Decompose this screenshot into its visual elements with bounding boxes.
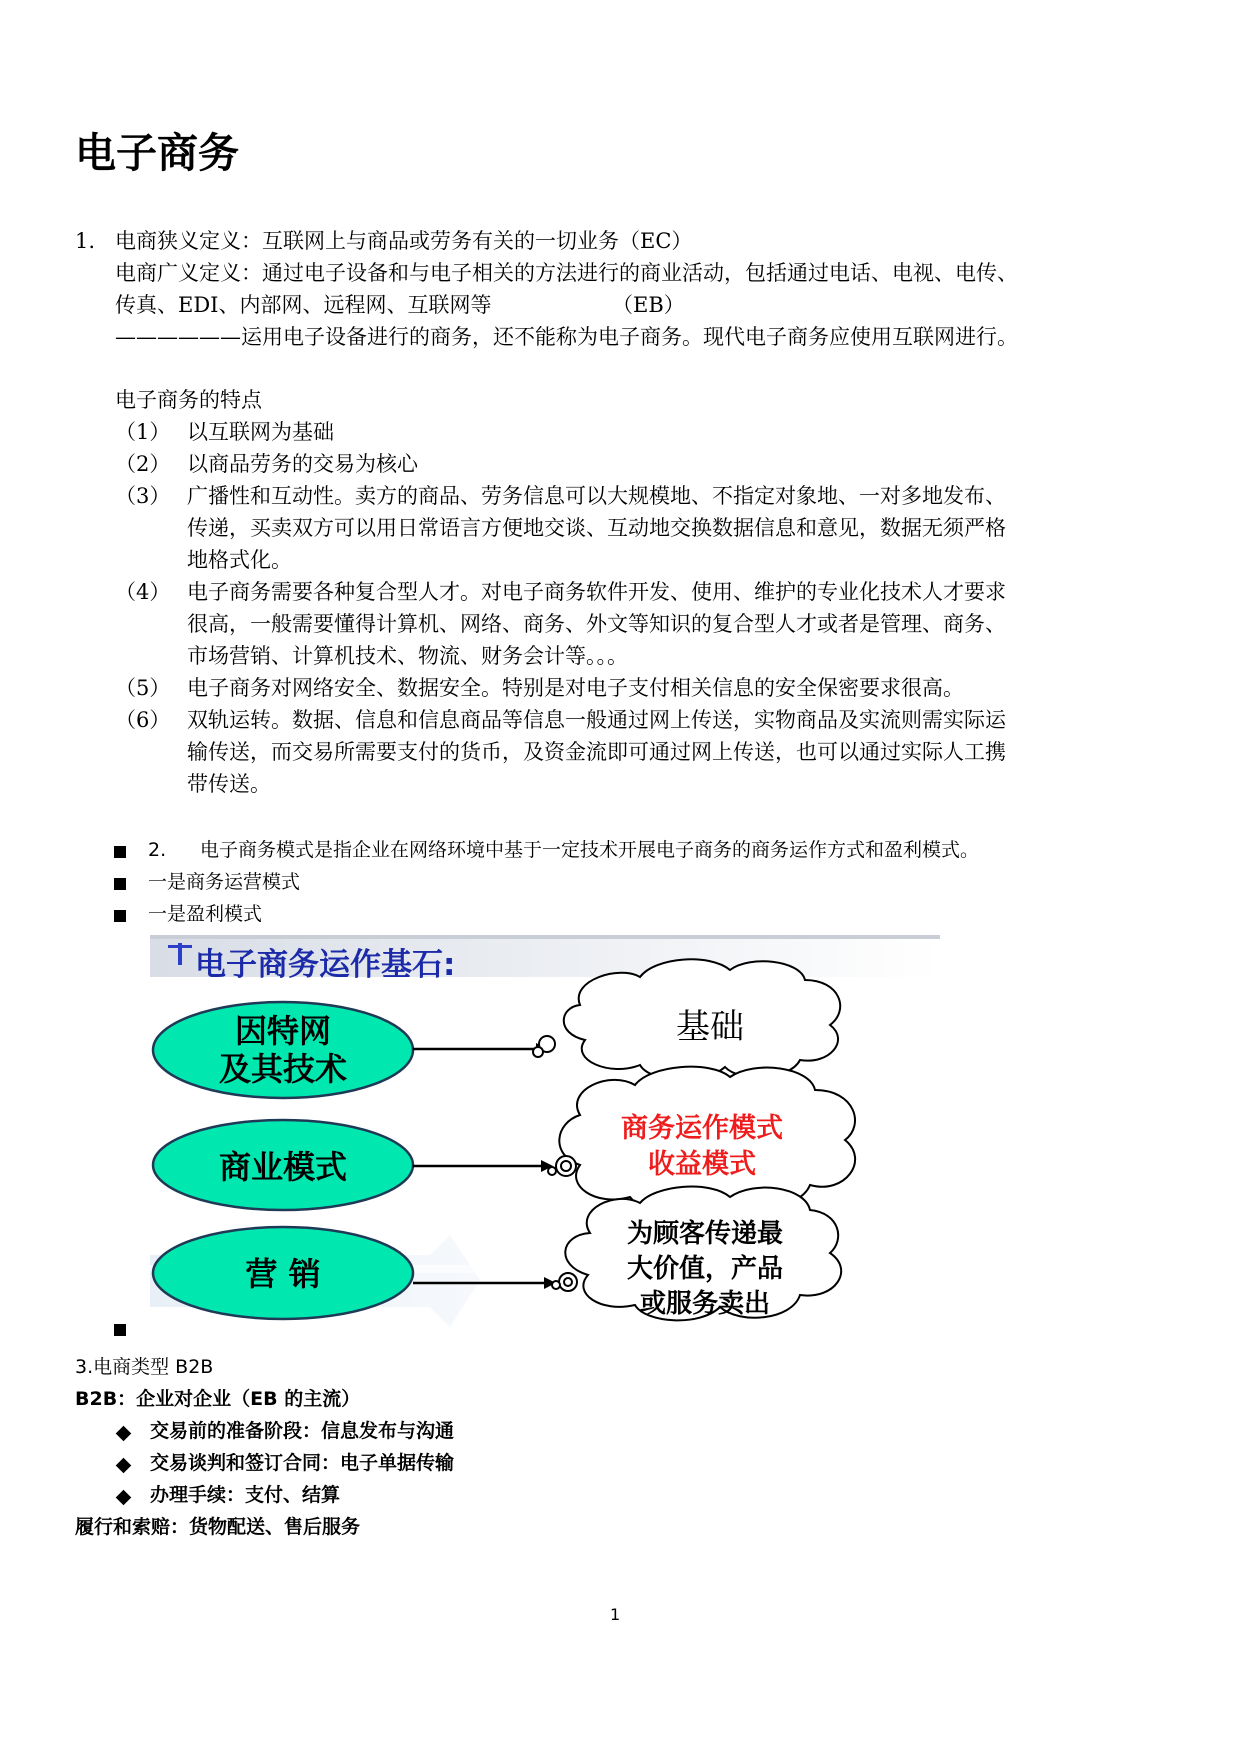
- square-bullet-icon: [114, 875, 126, 894]
- feature-text-line: 传递，买卖双方可以用日常语言方便地交谈、互动地交换数据信息和意见，数据无须严格: [187, 516, 1006, 540]
- ellipse-business-model: [153, 1120, 413, 1210]
- section2-number: 2.: [148, 839, 167, 861]
- list-number-1: 1.: [75, 229, 96, 253]
- feature-text-line: 以商品劳务的交易为核心: [187, 452, 418, 476]
- cloud-2-line2: 收益模式: [648, 1149, 756, 1180]
- diamond-bullet-icon: [118, 1456, 129, 1475]
- narrow-definition: 电商狭义定义：互联网上与商品或劳务有关的一切业务（EC）: [115, 229, 693, 253]
- feature-text-line: 带传送。: [187, 772, 271, 796]
- ellipse-1-line1: 因特网: [234, 1012, 332, 1050]
- section3-heading: 3.电商类型 B2B: [75, 1356, 214, 1378]
- broad-definition-line1: 电商广义定义：通过电子设备和与电子相关的方法进行的商业活动，包括通过电话、电视、电传、: [115, 261, 1018, 285]
- fulfillment-claims: 履行和索赔：货物配送、售后服务: [75, 1516, 361, 1538]
- square-bullet-icon: [114, 907, 126, 926]
- feature-text-line: 市场营销、计算机技术、物流、财务会计等。。。: [187, 644, 628, 668]
- feature-number: （3）: [115, 484, 171, 508]
- feature-text-line: 地格式化。: [187, 548, 292, 572]
- diamond-bullet-icon: [118, 1488, 129, 1507]
- feature-text-line: 很高，一般需要懂得计算机、网络、商务、外文等知识的复合型人才或者是管理、商务、: [187, 612, 1006, 636]
- features-heading: 电子商务的特点: [115, 388, 262, 412]
- feature-number: （2）: [115, 452, 171, 476]
- feature-number: （5）: [115, 676, 171, 700]
- feature-text-line: 电子商务需要各种复合型人才。对电子商务软件开发、使用、维护的专业化技术人才要求: [187, 580, 1006, 604]
- feature-number: （4）: [115, 580, 171, 604]
- feature-text-line: 广播性和互动性。卖方的商品、劳务信息可以大规模地、不指定对象地、一对多地发布、: [187, 484, 1006, 508]
- ellipse-marketing: [153, 1227, 413, 1319]
- diamond-bullet-icon: [118, 1424, 129, 1443]
- section2-item2: 一是盈利模式: [148, 903, 263, 925]
- b2b-step-2: 交易谈判和签订合同：电子单据传输: [150, 1452, 455, 1474]
- cloud-2-line1: 商务运作模式: [621, 1113, 783, 1144]
- ellipse-1-line2: 及其技术: [218, 1050, 348, 1088]
- broad-definition-line2: 传真、EDI、内部网、远程网、互联网等: [115, 293, 492, 317]
- b2b-definition: B2B：企业对企业（EB 的主流）: [75, 1388, 361, 1410]
- feature-number: （1）: [115, 420, 171, 444]
- cloud-1-text: 基础: [676, 1007, 744, 1047]
- page-title: 电子商务: [75, 129, 239, 177]
- cloud-3-line3: 或服务卖出: [639, 1289, 771, 1319]
- square-bullet-icon: [114, 843, 126, 862]
- page-number: 1: [610, 1605, 621, 1624]
- ellipse-3-label: 营 销: [245, 1255, 321, 1293]
- feature-text-line: 输传送，而交易所需要支付的货币，及资金流即可通过网上传送，也可以通过实际人工携: [187, 740, 1006, 764]
- feature-number: （6）: [115, 708, 171, 732]
- ellipse-2-label: 商业模式: [218, 1148, 348, 1186]
- square-bullet-icon: [114, 1321, 126, 1340]
- feature-text-line: 双轨运转。数据、信息和信息商品等信息一般通过网上传送，实物商品及实流则需实际运: [187, 708, 1006, 732]
- feature-text-line: 电子商务对网络安全、数据安全。特别是对电子支付相关信息的安全保密要求很高。: [187, 676, 964, 700]
- feature-text-line: 以互联网为基础: [187, 420, 334, 444]
- ebusiness-cornerstone-diagram: [150, 935, 940, 1330]
- broad-definition-eb: （EB）: [612, 293, 685, 317]
- definition-note: ——————运用电子设备进行的商务，还不能称为电子商务。现代电子商务应使用互联网进行。: [115, 325, 1018, 349]
- cloud-3-line2: 大价值，产品: [626, 1254, 784, 1284]
- section2-item1: 一是商务运营模式: [148, 871, 301, 893]
- cloud-3-line1: 为顾客传递最: [626, 1219, 784, 1249]
- b2b-step-3: 办理手续：支付、结算: [150, 1484, 341, 1506]
- b2b-step-1: 交易前的准备阶段：信息发布与沟通: [150, 1420, 455, 1442]
- ellipse-internet: [153, 1002, 413, 1098]
- section2-text: 电子商务模式是指企业在网络环境中基于一定技术开展电子商务的商务运作方式和盈利模式。: [200, 839, 980, 861]
- diagram-title: 电子商务运作基石:: [195, 947, 456, 983]
